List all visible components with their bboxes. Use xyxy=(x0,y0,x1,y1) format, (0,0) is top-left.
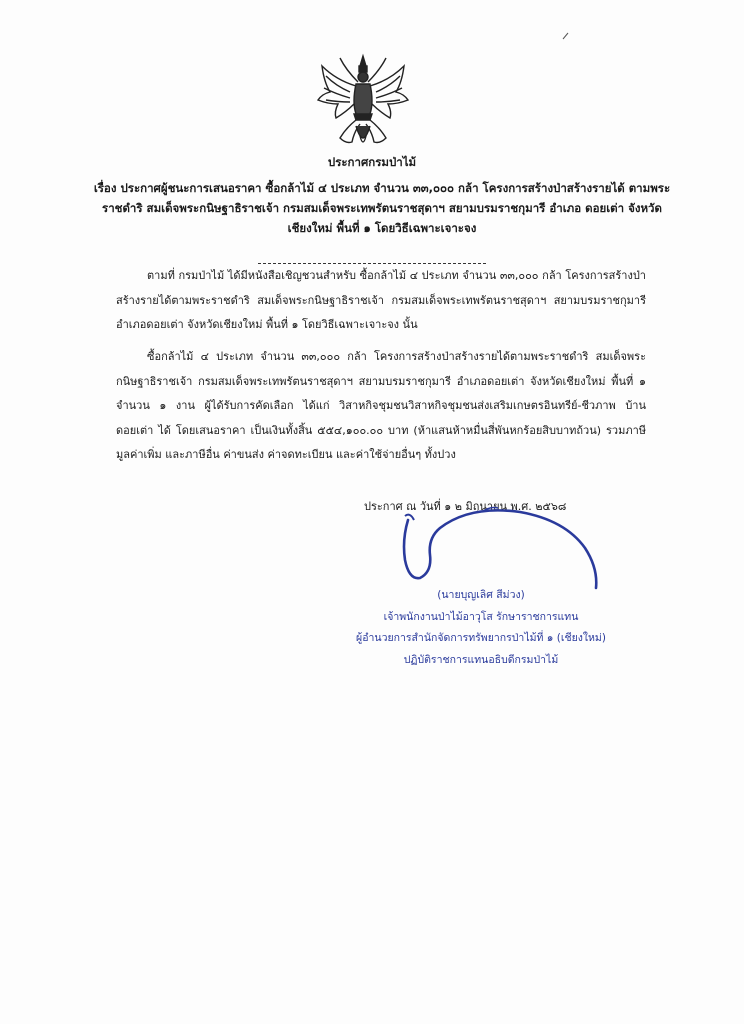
body-paragraph-1: ตามที่ กรมป่าไม้ ได้มีหนังสือเชิญชวนสำหรับ ซื้อกล้าไม้ ๔ ประเภท จำนวน ๓๓,๐๐๐ กล้า โครงการสร้างป่าสร้างรายได้ตามพระราชดำริ สมเด็จพระกนิษฐาธิราชเจ้า กรมสมเด็จพระเทพรัตนราชสุดาฯ สยามบรมราชกุมารี อำเภอดอยเต่า จังหวัดเชียงใหม่ พื้นที่ ๑ โดยวิธีเฉพาะเจาะจง นั้น xyxy=(116,269,646,331)
scan-mark xyxy=(562,32,570,40)
signer-block xyxy=(316,585,646,671)
signer-name: (นายบุญเลิศ สีม่วง) xyxy=(437,589,525,601)
signer-acting-position: ผู้อำนวยการสำนักจัดการทรัพยากรป่าไม้ที่ ๑ (เชียงใหม่) xyxy=(356,632,606,644)
announcement-date: ประกาศ ณ วันที่ ๑ ๒ มิถุนายน พ.ศ. ๒๕๖๘ xyxy=(364,500,567,513)
document-subject: เรื่อง ประกาศผู้ชนะการเสนอราคา ซื้อกล้าไม้ ๔ ประเภท จำนวน ๓๓,๐๐๐ กล้า โครงการสร้างป่าสร้างรายได้ ตามพระราชดำริ สมเด็จพระกนิษฐาธิราชเจ้า กรมสมเด็จพระเทพรัตนราชสุดาฯ สยามบรมราชกุมารี อำเภอ ดอยเต่า จังหวัดเชียงใหม่ พื้นที่ ๑ โดยวิธีเฉพาะเจาะจง xyxy=(93,181,671,235)
body-paragraph-2: ซื้อกล้าไม้ ๔ ประเภท จำนวน ๓๓,๐๐๐ กล้า โครงการสร้างป่าสร้างรายได้ตามพระราชดำริ สมเด็จพระกนิษฐาธิราชเจ้า กรมสมเด็จพระเทพรัตนราชสุดาฯ สยามบรมราชกุมารี อำเภอดอยเต่า จังหวัดเชียงใหม่ พื้นที่ ๑ จำนวน ๑ งาน ผู้ได้รับการคัดเลือก ได้แก่ วิสาหกิจชุมชนวิสาหกิจชุมชนส่งเสริมเกษตรอินทรีย์-ชีวภาพ บ้านดอยเต่า ได้ โดยเสนอราคา เป็นเงินทั้งสิ้น ๕๕๔,๑๐๐.๐๐ บาท (ห้าแสนห้าหมื่นสี่พันหกร้อยสิบบาทถ้วน) รวมภาษีมูลค่าเพิ่ม และภาษีอื่น ค่าขนส่ง ค่าจดทะเบียน และค่าใช้จ่ายอื่นๆ ทั้งปวง xyxy=(116,350,646,461)
page-title: ประกาศกรมป่าไม้ xyxy=(327,155,417,169)
signer-on-behalf: ปฏิบัติราชการแทนอธิบดีกรมป่าไม้ xyxy=(403,653,559,666)
signer-position: เจ้าพนักงานป่าไม้อาวุโส รักษาราชการแทน xyxy=(383,610,579,623)
garuda-emblem-icon xyxy=(316,52,410,152)
